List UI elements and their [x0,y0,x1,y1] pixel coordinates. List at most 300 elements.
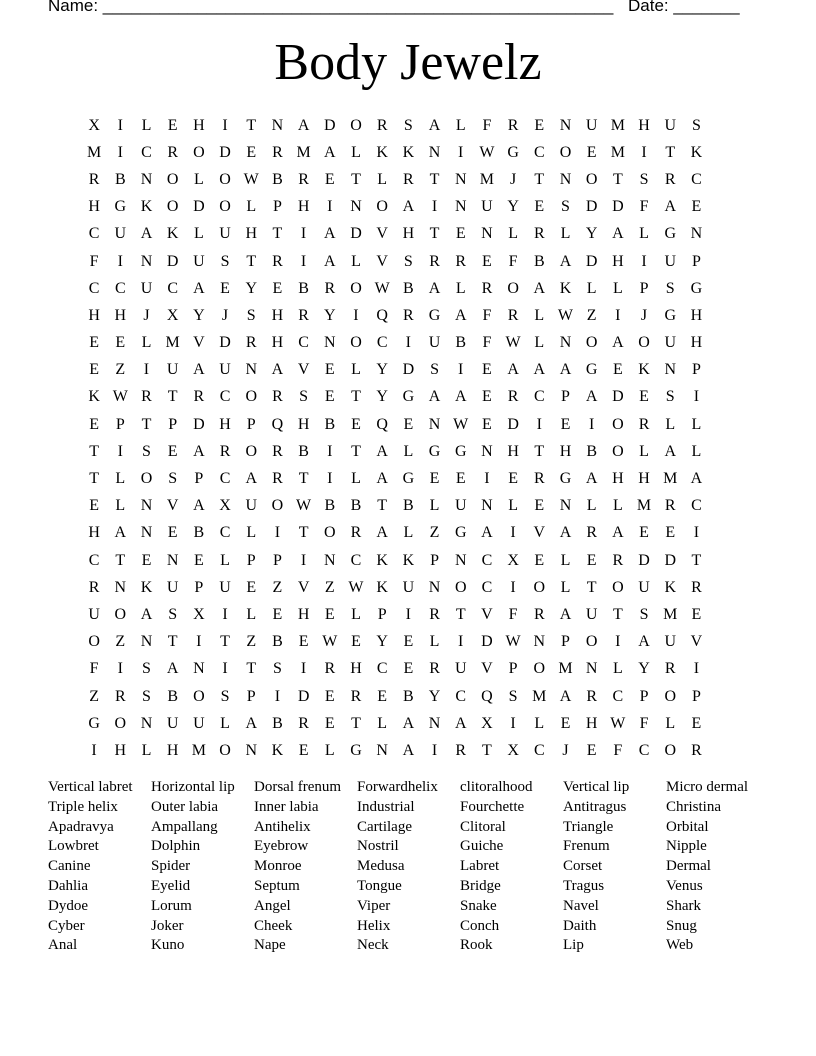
grid-letter: O [219,198,231,216]
grid-letter: J [143,306,150,324]
grid-letter: O [612,442,624,460]
grid-letter: U [664,633,676,651]
grid-letter: D [166,252,179,270]
name-field-label: Name: ______________________________________________________ [48,0,614,15]
grid-letter: R [507,388,519,406]
grid-letter: Z [272,578,283,596]
grid-letter: U [402,578,415,596]
grid-letter: A [559,361,572,379]
word-item: Shark [666,897,701,914]
grid-letter: L [455,279,466,297]
grid-letter: F [508,605,518,623]
grid-letter: O [350,279,362,297]
grid-letter: P [377,605,387,623]
grid-letter: T [298,470,309,488]
grid-letter: X [507,741,519,759]
grid-letter: L [691,415,702,433]
grid-letter: F [482,334,492,352]
grid-letter: E [639,388,649,406]
word-item: Vertical lip [563,779,630,795]
grid-letter: A [428,116,441,134]
grid-letter: L [115,470,126,488]
grid-letter: L [586,279,597,297]
grid-letter: E [691,605,702,623]
grid-letter: T [220,633,230,651]
grid-row [81,465,710,492]
grid-row [81,384,710,411]
grid-letter: S [220,252,230,270]
grid-letter: S [142,442,151,460]
grid-letter: I [327,470,333,488]
grid-letter: T [351,714,361,732]
grid-letter: T [534,442,545,460]
word-item: Apadravya [48,818,114,835]
grid-row [81,656,710,683]
grid-letter: Z [429,524,440,542]
grid-letter: M [191,741,206,759]
grid-letter: Y [324,306,336,324]
word-item: Eyebrow [254,838,309,855]
grid-letter: P [561,388,570,406]
grid-row [81,629,710,656]
grid-letter: D [507,415,519,433]
grid-letter: X [88,116,100,134]
word-item: Rook [460,937,493,954]
grid-letter: U [585,605,598,623]
grid-letter: S [430,361,439,379]
grid-letter: E [246,143,257,161]
grid-letter: S [142,687,151,705]
grid-letter: M [86,143,102,161]
grid-letter: E [298,741,309,759]
grid-letter: R [272,143,283,161]
grid-letter: A [114,524,127,542]
grid-letter: G [664,306,676,324]
grid-letter: H [297,198,310,216]
grid-row [81,139,710,166]
word-item: Bridge [460,877,501,894]
grid-letter: T [351,442,361,460]
grid-letter: Z [246,633,257,651]
word-item: Triple helix [48,798,118,815]
grid-letter: E [665,524,676,542]
grid-letter: D [638,551,650,569]
grid-letter: L [403,524,414,542]
grid-letter: R [88,170,100,188]
grid-letter: N [140,170,153,188]
grid-letter: M [558,660,573,678]
word-item: Cheek [254,917,293,934]
grid-letter: E [167,442,178,460]
grid-letter: A [324,252,336,270]
grid-letter: S [508,687,518,705]
grid-letter: N [481,497,493,515]
grid-letter: E [691,198,702,216]
grid-letter: C [219,470,231,488]
grid-letter: Y [376,361,388,379]
grid-letter: Q [271,415,284,433]
grid-letter: I [117,116,123,134]
grid-letter: K [376,578,388,596]
grid-letter: O [454,578,467,596]
grid-row [81,330,710,357]
grid-letter: S [403,252,413,270]
grid-letter: A [271,361,284,379]
grid-letter: D [481,633,493,651]
grid-letter: P [246,415,256,433]
grid-row [81,248,710,275]
grid-letter: H [88,524,100,542]
grid-letter: R [272,252,283,270]
grid-letter: O [114,714,127,732]
grid-letter: A [376,524,388,542]
grid-letter: R [298,714,309,732]
grid-letter: H [88,198,100,216]
grid-letter: A [376,442,388,460]
grid-letter: I [274,687,281,705]
grid-letter: E [324,605,335,623]
grid-letter: I [693,524,700,542]
grid-letter: A [559,524,572,542]
grid-letter: F [89,252,99,270]
grid-letter: H [114,306,127,324]
grid-letter: D [664,551,676,569]
word-item: Daith [563,917,597,934]
grid-row [81,275,710,302]
grid-letter: C [533,143,545,161]
grid-letter: O [88,633,100,651]
grid-letter: C [88,551,100,569]
grid-letter: L [351,470,361,488]
grid-letter: K [88,388,100,406]
grid-letter: C [533,741,545,759]
word-item: Lorum [151,897,192,914]
grid-letter: I [222,660,228,678]
grid-letter: E [534,116,545,134]
grid-letter: R [167,143,178,161]
word-item: Cartilage [357,818,412,835]
grid-letter: I [536,415,542,433]
grid-letter: U [114,225,127,243]
grid-letter: R [638,415,650,433]
grid-letter: H [271,306,284,324]
grid-letter: A [690,470,703,488]
grid-letter: O [219,741,231,759]
word-item: Snug [666,917,697,934]
grid-letter: O [507,279,519,297]
grid-letter: A [193,497,205,515]
grid-letter: U [585,116,598,134]
grid-letter: T [612,170,623,188]
grid-letter: E [220,279,230,297]
grid-letter: C [298,334,309,352]
grid-letter: I [458,361,464,379]
grid-letter: T [429,225,440,243]
grid-letter: U [481,198,493,216]
grid-letter: W [505,633,521,651]
grid-letter: B [403,279,414,297]
grid-letter: R [533,605,545,623]
grid-letter: N [140,633,153,651]
grid-letter: K [166,225,179,243]
grid-letter: X [166,306,179,324]
grid-letter: Y [507,198,519,216]
grid-letter: V [376,252,388,270]
grid-letter: Y [193,306,205,324]
grid-letter: E [586,143,597,161]
grid-letter: T [246,252,257,270]
grid-letter: N [193,660,205,678]
grid-letter: R [533,225,545,243]
grid-letter: O [219,170,231,188]
grid-letter: I [431,198,438,216]
word-item: Septum [254,877,300,894]
grid-letter: C [219,524,231,542]
grid-letter: L [193,225,204,243]
grid-letter: Z [115,361,126,379]
grid-row [81,710,710,737]
word-item: Joker [151,917,184,934]
grid-letter: Y [376,388,388,406]
word-item: Corset [563,858,603,875]
grid-letter: E [691,714,702,732]
letter-grid [81,112,710,765]
grid-letter: A [454,714,467,732]
word-column [151,778,254,956]
grid-letter: A [612,225,624,243]
grid-letter: R [141,388,152,406]
grid-letter: N [454,198,467,216]
grid-letter: K [638,361,650,379]
grid-letter: R [664,497,676,515]
grid-letter: B [272,633,283,651]
grid-letter: S [142,660,151,678]
grid-letter: E [560,415,571,433]
word-item: Tragus [563,877,605,894]
grid-letter: D [193,415,205,433]
grid-letter: S [639,605,649,623]
grid-letter: A [140,225,153,243]
grid-letter: E [403,660,414,678]
grid-letter: W [112,388,128,406]
grid-letter: A [166,660,179,678]
grid-letter: I [405,334,411,352]
word-item: Navel [563,897,599,914]
grid-letter: H [507,442,519,460]
grid-letter: O [350,334,362,352]
grid-letter: L [351,143,361,161]
grid-letter: Q [376,306,388,324]
grid-letter: L [377,170,388,188]
grid-letter: R [219,442,231,460]
grid-letter: E [324,170,335,188]
grid-letter: X [193,605,205,623]
grid-letter: R [507,116,519,134]
grid-letter: L [560,551,571,569]
grid-letter: D [402,361,415,379]
grid-letter: E [272,279,283,297]
word-item: clitoralhood [460,779,533,795]
grid-letter: S [299,388,309,406]
grid-letter: I [641,143,647,161]
word-item: Dermal [666,858,711,875]
grid-letter: N [114,578,127,596]
grid-letter: W [374,279,390,297]
grid-letter: R [664,660,676,678]
grid-letter: R [245,334,257,352]
grid-letter: X [219,497,231,515]
grid-letter: R [298,170,309,188]
grid-letter: I [117,143,123,161]
grid-letter: C [219,388,231,406]
grid-letter: J [509,170,517,188]
grid-letter: A [664,198,676,216]
word-item: Viper [357,897,391,914]
grid-letter: I [510,524,516,542]
word-item: Spider [151,858,191,875]
grid-letter: A [376,470,388,488]
grid-letter: T [89,470,99,488]
grid-letter: C [612,687,624,705]
word-item: Outer labia [151,798,219,815]
grid-letter: K [402,551,415,569]
grid-letter: R [272,388,283,406]
word-item: Dydoe [48,897,88,914]
word-item: Triangle [563,818,614,835]
grid-letter: S [168,605,178,623]
grid-letter: O [245,388,257,406]
word-item: Dahlia [48,877,88,894]
grid-letter: L [665,415,676,433]
grid-letter: G [664,225,676,243]
grid-letter: O [585,170,598,188]
grid-letter: C [376,660,388,678]
grid-letter: K [402,143,415,161]
grid-letter: G [402,470,415,488]
grid-letter: G [507,143,519,161]
grid-letter: E [324,714,335,732]
word-column [666,778,769,956]
grid-letter: L [377,714,388,732]
grid-letter: A [324,143,336,161]
grid-letter: A [533,361,546,379]
word-item: Antihelix [254,818,311,835]
grid-letter: A [585,388,598,406]
grid-letter: T [167,388,178,406]
grid-letter: R [350,524,362,542]
grid-letter: L [455,116,466,134]
grid-letter: R [193,388,205,406]
grid-row [81,547,710,574]
grid-letter: I [300,252,307,270]
date-field-label: Date: _______ [628,0,740,15]
grid-letter: E [377,687,388,705]
grid-letter: A [454,388,467,406]
grid-letter: L [246,605,257,623]
grid-letter: A [638,633,650,651]
grid-letter: N [454,551,467,569]
grid-letter: N [140,714,153,732]
grid-letter: N [245,361,257,379]
grid-letter: D [297,687,310,705]
grid-letter: P [272,551,282,569]
grid-letter: T [691,551,702,569]
grid-letter: E [89,497,99,515]
grid-letter: E [534,551,545,569]
grid-letter: R [429,252,440,270]
grid-letter: I [196,633,202,651]
grid-letter: R [507,306,519,324]
grid-letter: E [508,470,518,488]
grid-letter: J [221,306,229,324]
grid-letter: L [141,741,152,759]
grid-letter: E [455,470,466,488]
grid-letter: K [140,198,153,216]
grid-letter: H [402,225,415,243]
grid-letter: D [585,252,598,270]
grid-letter: U [664,116,676,134]
grid-letter: T [665,143,676,161]
grid-letter: U [166,361,179,379]
grid-letter: I [274,524,281,542]
grid-letter: T [586,578,597,596]
grid-letter: E [141,551,152,569]
grid-letter: H [245,225,257,243]
grid-letter: L [220,551,230,569]
grid-letter: W [322,633,338,651]
grid-letter: C [691,497,702,515]
grid-letter: L [351,605,361,623]
grid-letter: I [693,388,700,406]
grid-letter: B [193,524,205,542]
grid-letter: W [505,334,521,352]
grid-letter: T [298,524,309,542]
grid-letter: O [612,578,624,596]
grid-letter: K [664,578,676,596]
grid-letter: L [508,497,518,515]
grid-letter: O [376,198,388,216]
grid-letter: O [559,143,572,161]
word-column [460,778,563,956]
grid-letter: I [327,198,333,216]
grid-letter: T [612,605,623,623]
grid-letter: R [272,470,283,488]
grid-letter: L [351,361,361,379]
grid-letter: T [455,605,466,623]
grid-letter: N [428,714,441,732]
grid-letter: F [89,660,99,678]
grid-letter: S [403,116,413,134]
grid-letter: B [114,170,126,188]
grid-letter: P [246,687,256,705]
grid-letter: I [615,306,621,324]
grid-letter: X [507,551,519,569]
grid-letter: L [115,497,126,515]
grid-letter: N [245,741,257,759]
grid-row [81,166,710,193]
grid-letter: M [532,687,547,705]
grid-letter: N [559,170,572,188]
grid-letter: C [88,279,100,297]
grid-letter: O [664,741,676,759]
grid-letter: N [166,551,179,569]
grid-letter: F [482,116,492,134]
grid-letter: R [455,741,467,759]
word-item: Frenum [563,838,610,855]
grid-letter: O [664,687,676,705]
grid-letter: O [533,660,546,678]
grid-letter: E [89,361,99,379]
